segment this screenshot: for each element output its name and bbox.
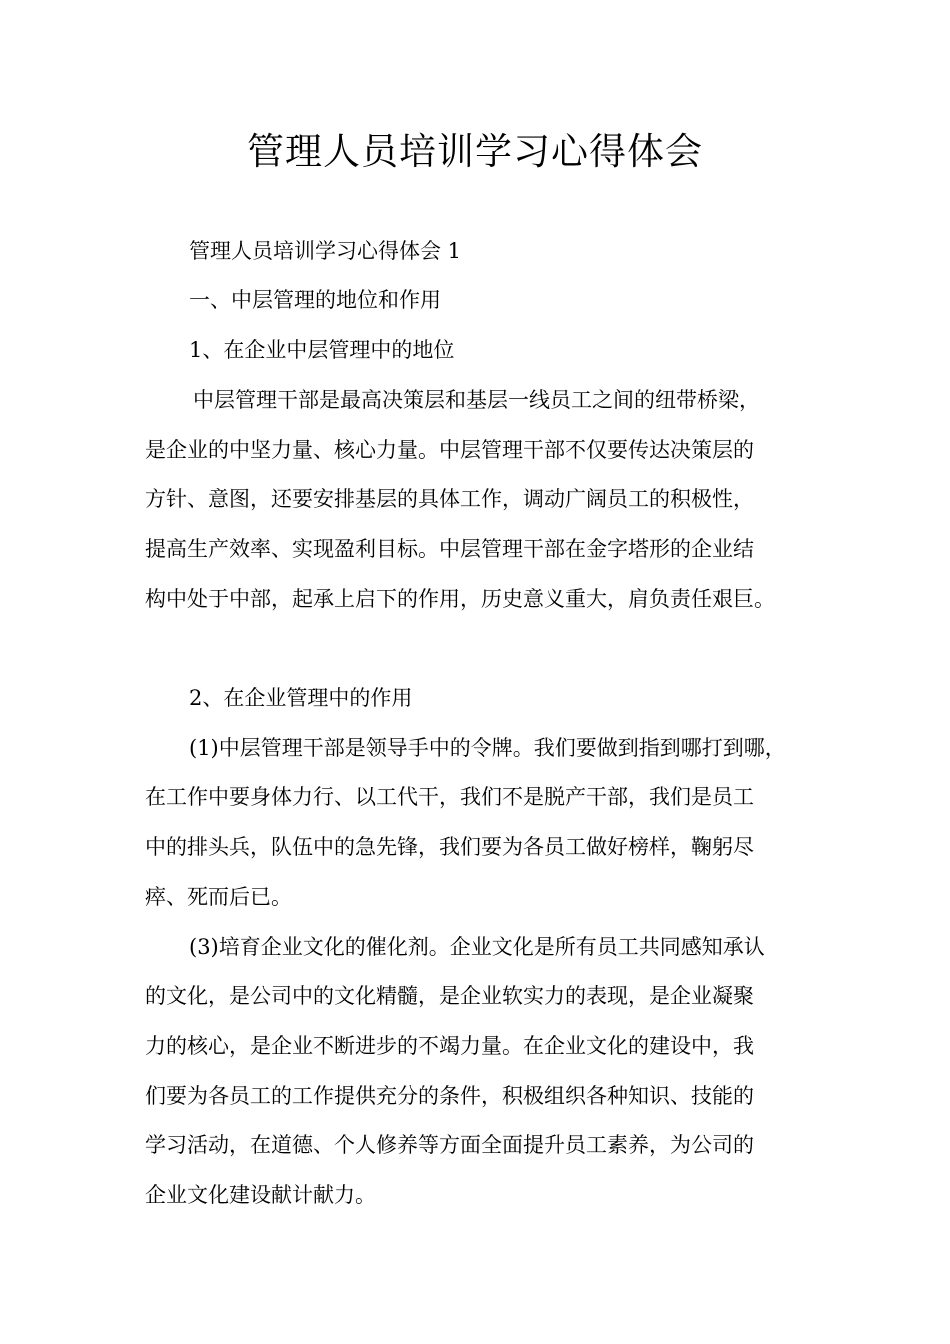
document-title: 管理人员培训学习心得体会 xyxy=(247,130,703,173)
paragraph-line: 提高生产效率、实现盈利目标。中层管理干部在金字塔形的企业结 xyxy=(145,537,754,561)
paragraph-line: 是企业的中坚力量、核心力量。中层管理干部不仅要传达决策层的 xyxy=(145,438,754,462)
paragraph-line: 的文化，是公司中的文化精髓，是企业软实力的表现，是企业凝聚 xyxy=(145,984,754,1008)
paragraph-line: 在工作中要身体力行、以工代干，我们不是脱产干部，我们是员工 xyxy=(145,785,754,809)
paragraph-line: 中的排头兵，队伍中的急先锋，我们要为各员工做好榜样，鞠躬尽 xyxy=(145,835,754,859)
paragraph-line: 力的核心，是企业不断进步的不竭力量。在企业文化的建设中，我 xyxy=(145,1034,754,1058)
paragraph-line: 学习活动，在道德、个人修养等方面全面提升员工素养，为公司的 xyxy=(145,1133,754,1157)
sub-heading: 2、在企业管理中的作用 xyxy=(189,686,413,710)
paragraph-line: (1)中层管理干部是领导手中的令牌。我们要做到指到哪打到哪， xyxy=(189,736,786,760)
paragraph-line: 们要为各员工的工作提供充分的条件，积极组织各种知识、技能的 xyxy=(145,1084,754,1108)
section-heading: 一、中层管理的地位和作用 xyxy=(189,288,441,312)
subtitle: 管理人员培训学习心得体会 1 xyxy=(189,239,462,263)
sub-heading: 1、在企业中层管理中的地位 xyxy=(189,338,455,362)
paragraph-line: 企业文化建设献计献力。 xyxy=(145,1183,376,1207)
paragraph-line: 中层管理干部是最高决策层和基层一线员工之间的纽带桥梁， xyxy=(193,388,760,412)
paragraph-line: 方针、意图，还要安排基层的具体工作，调动广阔员工的积极性， xyxy=(145,487,754,511)
paragraph-line: 构中处于中部，起承上启下的作用，历史意义重大，肩负责任艰巨。 xyxy=(145,587,775,611)
document-body xyxy=(145,0,825,1344)
paragraph-line: 瘁、死而后已。 xyxy=(145,885,292,909)
paragraph-line: (3)培育企业文化的催化剂。企业文化是所有员工共同感知承认 xyxy=(189,935,765,959)
